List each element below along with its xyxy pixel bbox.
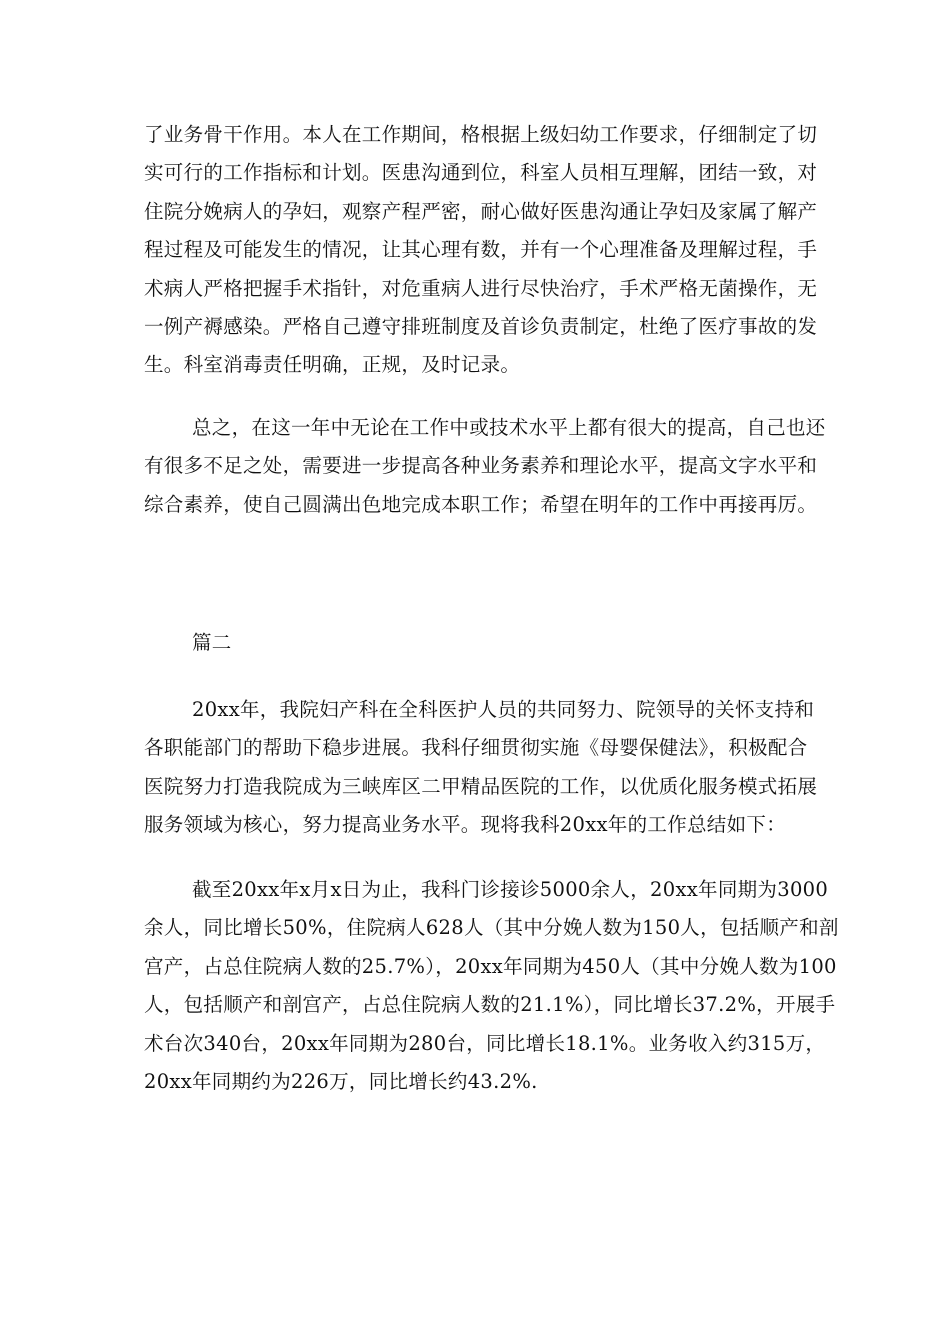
paragraph-work-summary-continued xyxy=(144,116,818,385)
text-line: 有很多不足之处，需要进一步提高各种业务素养和理论水平，提高文字水平和 xyxy=(144,454,818,478)
text-line: 总之，在这一年中无论在工作中或技术水平上都有很大的提高，自己也还 xyxy=(192,416,826,439)
text-line: 术病人严格把握手术指针，对危重病人进行尽快治疗，手术严格无菌操作，无 xyxy=(144,276,818,300)
paragraph-department-intro xyxy=(144,691,818,845)
paragraph-statistics xyxy=(144,871,839,1101)
text-line: 住院分娩病人的孕妇，观察产程严密，耐心做好医患沟通让孕妇及家属了解产 xyxy=(144,199,818,223)
text-line: 余人，同比增长50%，住院病人628人（其中分娩人数为150人，包括顺产和剖 xyxy=(144,916,839,940)
text-line: 截至20xx年x月x日为止，我科门诊接诊5000余人，20xx年同期为3000 xyxy=(192,878,829,901)
text-line: 人，包括顺产和剖宫产，占总住院病人数的21.1%），同比增长37.2%，开展手 xyxy=(144,993,836,1017)
text-line: 20xx年，我院妇产科在全科医护人员的共同努力、院领导的关怀支持和 xyxy=(192,698,815,721)
text-line: 医院努力打造我院成为三峡库区二甲精品医院的工作，以优质化服务模式拓展 xyxy=(144,774,818,798)
text-line: 术台次340台，20xx年同期为280台，同比增长18.1%。业务收入约315万， xyxy=(144,1031,826,1055)
text-line: 了业务骨干作用。本人在工作期间，格根据上级妇幼工作要求，仔细制定了切 xyxy=(144,123,818,146)
text-line: 20xx年同期约为226万，同比增长约43.2%. xyxy=(144,1070,538,1094)
text-line: 各职能部门的帮助下稳步进展。我科仔细贯彻实施《母婴保健法》，积极配合 xyxy=(144,736,808,760)
text-line: 实可行的工作指标和计划。医患沟通到位，科室人员相互理解，团结一致，对 xyxy=(144,161,818,185)
paragraph-conclusion xyxy=(144,409,826,524)
section-heading xyxy=(144,624,812,662)
section-title: 篇二 xyxy=(192,631,232,654)
text-line: 生。科室消毒责任明确，正规，及时记录。 xyxy=(144,353,521,377)
text-line: 程过程及可能发生的情况，让其心理有数，并有一个心理准备及理解过程，手 xyxy=(144,238,818,262)
text-line: 一例产褥感染。严格自己遵守排班制度及首诊负责制定，杜绝了医疗事故的发 xyxy=(144,315,818,339)
text-line: 综合素养，使自己圆满出色地完成本职工作；希望在明年的工作中再接再厉。 xyxy=(144,492,818,516)
text-line: 宫产，占总住院病人数的25.7%），20xx年同期为450人（其中分娩人数为100 xyxy=(144,954,837,978)
text-line: 服务领域为核心，努力提高业务水平。现将我科20xx年的工作总结如下： xyxy=(144,813,787,837)
